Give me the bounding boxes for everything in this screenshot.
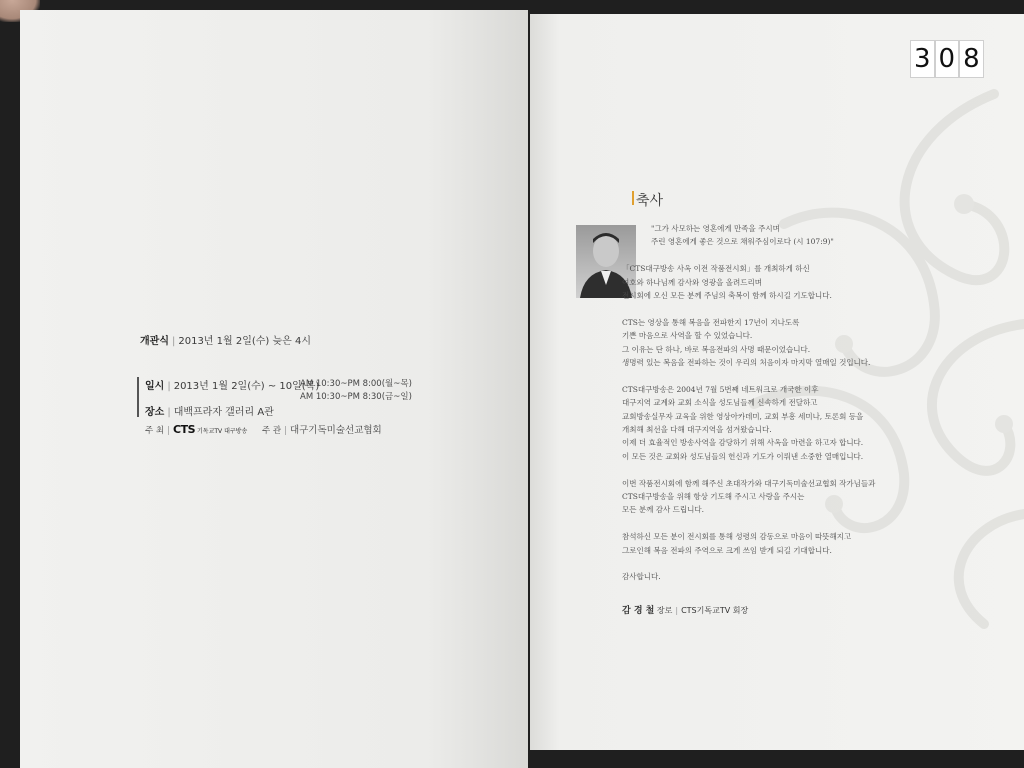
signer-role: CTS기독교TV 회장 xyxy=(681,606,749,615)
organizer-label: 주 관 xyxy=(261,426,282,436)
organizer-value: 대구기독미술선교협회 xyxy=(289,425,382,436)
signature: 감 경 철 장로 | CTS기독교TV 회장 xyxy=(622,606,749,616)
sticker-digit: 8 xyxy=(959,40,984,78)
letter-line: 모든 분께 감사 드립니다. xyxy=(622,505,704,515)
venue-label: 장소 xyxy=(145,407,165,418)
sticker-digit: 3 xyxy=(910,40,935,78)
letter-line: 주린 영혼에게 좋은 것으로 채워주심이로다 (시 107:9)" xyxy=(651,237,834,247)
letter-line: CTS대구방송을 위해 항상 기도해 주시고 사랑을 주시는 xyxy=(622,492,805,501)
letter-line: 교회방송실무자 교육을 위한 영상아카데미, 교회 부흥 세미나, 토론회 등을 xyxy=(622,411,864,421)
letter-line: 이번 작품전시회에 함께 해주신 초대작가와 대구기독미술선교협회 작가님들과 xyxy=(622,478,876,488)
cts-logo-subtitle: 기독교TV 대구방송 xyxy=(197,428,248,435)
letter-line: 그 이유는 단 하나, 바로 복음전파의 사명 때문이었습니다. xyxy=(622,344,811,354)
letter-line: 전시회에 오신 모든 분께 주님의 축복이 함께 하시길 기도합니다. xyxy=(622,291,832,300)
letter-line: 그로인해 복음 전파의 주역으로 크게 쓰임 받게 되길 기대합니다. xyxy=(622,545,832,555)
opening-value: 2013년 1월 2일(수) 늦은 4시 xyxy=(178,336,312,347)
page-number-sticker xyxy=(910,40,984,78)
letter-line: 이제 더 효율적인 방송사역을 감당하기 위해 사옥을 마련을 하고자 합니다. xyxy=(622,438,864,448)
signer-title: 장로 xyxy=(656,606,673,615)
letter-line: 기쁜 마음으로 사역을 할 수 있었습니다. xyxy=(622,331,753,341)
hours-weekday: AM 10:30~PM 8:00(월~목) xyxy=(300,379,412,389)
opening-label: 개관식 xyxy=(140,336,169,347)
letter-line: "그가 사모하는 영혼에게 만족을 주시며 xyxy=(651,224,780,233)
sticker-digit: 0 xyxy=(935,40,960,78)
venue-row: 장소 | 대백프라자 갤러리 A관 xyxy=(145,407,274,418)
dates-row: 일시 | 2013년 1월 2일(수) ~ 10일(목) xyxy=(145,381,320,392)
info-divider xyxy=(137,377,139,417)
venue-value: 대백프라자 갤러리 A관 xyxy=(173,407,274,418)
letter-line: 생명력 있는 복음을 전파하는 것이 우리의 처음이자 마지막 열매일 것입니다. xyxy=(622,358,871,367)
letter-line: 「CTS대구방송 사옥 이전 작품전시회」를 개최하게 하신 xyxy=(622,264,810,274)
heading-accent xyxy=(632,191,634,205)
letter-line: 여호와 하나님께 감사와 영광을 올려드리며 xyxy=(622,277,762,287)
host-label: 주 최 xyxy=(145,426,165,436)
dates-value: 2013년 1월 2일(수) ~ 10일(목) xyxy=(173,381,320,392)
letter-line: 감사합니다. xyxy=(622,572,661,582)
cts-logo: CTS xyxy=(173,423,195,436)
page-heading: 축사 xyxy=(636,193,664,209)
letter-line: 개최해 최선을 다해 대구지역을 섬겨왔습니다. xyxy=(622,425,772,434)
hours-weekend: AM 10:30~PM 8:30(금~일) xyxy=(300,392,412,402)
dates-label: 일시 xyxy=(145,381,165,392)
letter-line: CTS대구방송은 2004년 7월 5번째 네트워크로 개국한 이후 xyxy=(622,384,819,394)
host-row: 주 최 | CTS 기독교TV 대구방송 주 관 | 대구기독미술선교협회 xyxy=(145,423,382,436)
signer-name: 감 경 철 xyxy=(622,606,655,616)
letter-line: 이 모든 것은 교회와 성도님들의 헌신과 기도가 이뤄낸 소중한 열매입니다. xyxy=(622,451,864,461)
letter-line: 대구지역 교계와 교회 소식을 성도님들께 신속하게 전달하고 xyxy=(622,398,818,408)
letter-line: CTS는 영상을 통해 복음을 전파한지 17년이 지나도록 xyxy=(622,317,800,327)
letter-line: 참석하신 모든 분이 전시회를 통해 성령의 감동으로 마음이 따뜻해지고 xyxy=(622,532,852,542)
opening-row: 개관식 | 2013년 1월 2일(수) 늦은 4시 xyxy=(140,336,312,347)
